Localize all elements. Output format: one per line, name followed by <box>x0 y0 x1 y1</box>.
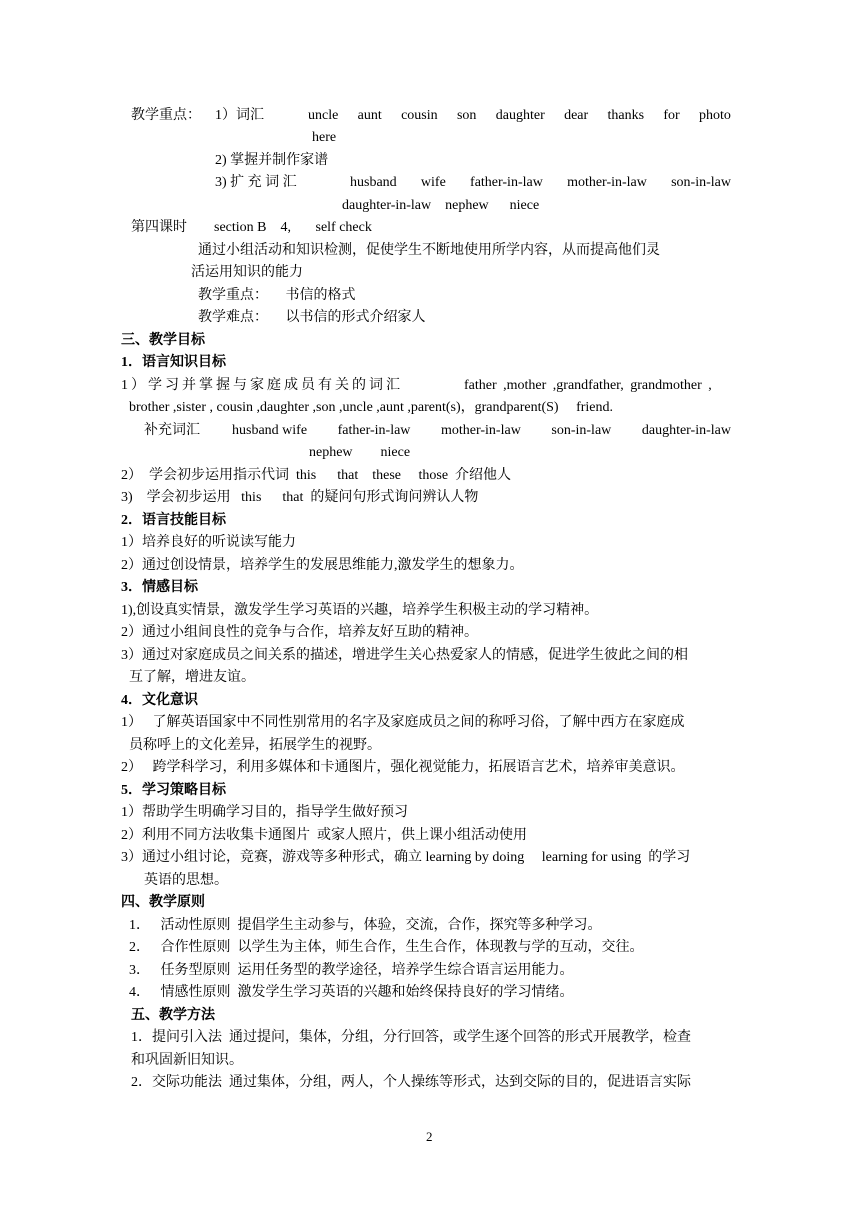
vocab-word: daughter <box>495 108 545 123</box>
vocab-word: daughter-in-law <box>641 423 731 438</box>
culture-p1-cont: 员称呼上的文化差异，拓展学生的视野。 <box>129 738 381 753</box>
principle-item: 4． 情感性原则 激发学生学习英语的兴趣和始终保持良好的学习情绪。 <box>129 985 574 1000</box>
lang-skill-heading: 2．语言技能目标 <box>121 513 226 528</box>
focus-item3-words <box>350 173 731 193</box>
focus-item3-cont: daughter-in-law nephew niece <box>342 198 540 213</box>
culture-heading: 4．文化意识 <box>121 693 198 708</box>
vocab-word: mother-in-law <box>567 175 647 190</box>
vocab-word: father-in-law <box>337 423 411 438</box>
emotion-p3: 3）通过对家庭成员之间关系的描述，增进学生关心热爱家人的情感，促进学生彼此之间的相 <box>121 648 688 663</box>
lang-knowledge-heading: 1．语言知识目标 <box>121 355 226 370</box>
section4-heading: 四、教学原则 <box>121 895 205 910</box>
method-p1-cont: 和巩固新旧知识。 <box>131 1053 243 1068</box>
lesson4-section: section B 4, self check <box>214 220 372 235</box>
emotion-p1: 1),创设真实情景，激发学生学习英语的兴趣，培养学生积极主动的学习精神。 <box>121 603 599 618</box>
focus-item1-label: 1）词汇 <box>215 108 264 123</box>
lesson4-desc-cont: 活运用知识的能力 <box>191 265 303 280</box>
vocab-word: mother-in-law <box>441 423 521 438</box>
vocab-word: son-in-law <box>551 423 612 438</box>
lang-knowledge-p3: 3) 学会初步运用 this that 的疑问句形式询问辨认人物 <box>121 490 479 505</box>
lesson4-difficulty: 教学难点： 以书信的形式介绍家人 <box>198 310 426 325</box>
vocab-word: son-in-law <box>671 175 731 190</box>
emotion-heading: 3．情感目标 <box>121 580 198 595</box>
vocab-word: thanks <box>607 108 645 123</box>
focus-label: 教学重点： <box>131 108 201 123</box>
lang-skill-p1: 1）培养良好的听说读写能力 <box>121 535 296 550</box>
strategy-p3: 3）通过小组讨论，竞赛，游戏等多种形式，确立 learning by doing learning for using 的学习 <box>121 850 691 865</box>
vocab-word: husband wife <box>232 423 308 438</box>
focus-item3-label: 3) 扩 充 词 汇 <box>215 175 297 190</box>
focus-item1-cont: here <box>312 130 337 145</box>
strategy-heading: 5．学习策略目标 <box>121 783 226 798</box>
principle-item: 3． 任务型原则 运用任务型的教学途径，培养学生综合语言运用能力。 <box>129 963 574 978</box>
vocab-word: dear <box>564 108 589 123</box>
page-number: 2 <box>426 1129 433 1144</box>
vocab-word: son <box>456 108 477 123</box>
strategy-p2: 2）利用不同方法收集卡通图片 或家人照片，供上课小组活动使用 <box>121 828 527 843</box>
method-p1: 1．提问引入法 通过提问，集体，分组，分行回答，或学生逐个回答的形式开展教学，检查 <box>131 1030 691 1045</box>
strategy-p3-cont: 英语的思想。 <box>144 873 228 888</box>
strategy-p1: 1）帮助学生明确学习目的，指导学生做好预习 <box>121 805 408 820</box>
lang-skill-p2: 2）通过创设情景，培养学生的发展思维能力,激发学生的想象力。 <box>121 558 524 573</box>
vocab-word: aunt <box>357 108 382 123</box>
vocab-word: husband <box>350 175 397 190</box>
principle-item: 2． 合作性原则 以学生为主体，师生合作，生生合作，体现教与学的互动，交往。 <box>129 940 644 955</box>
lang-knowledge-p2: 2） 学会初步运用指示代词 this that these those 介绍他人 <box>121 468 512 483</box>
lesson4-label: 第四课时 <box>131 220 187 235</box>
lesson4-focus: 教学重点： 书信的格式 <box>198 288 356 303</box>
vocab-word: wife <box>420 175 446 190</box>
focus-item2: 2) 掌握并制作家谱 <box>215 153 329 168</box>
supp-vocab-cont: nephew niece <box>309 445 411 460</box>
vocab-word: father-in-law <box>470 175 543 190</box>
vocab-word: for <box>663 108 680 123</box>
lang-knowledge-p1-cont: brother ,sister , cousin ,daughter ,son ,uncle ,aunt ,parent(s)，grandparent(S) friend. <box>129 400 614 415</box>
vocab-word: photo <box>699 108 731 123</box>
emotion-p3-cont: 互了解，增进友谊。 <box>129 670 255 685</box>
vocab-word: cousin <box>401 108 438 123</box>
supp-vocab-words <box>232 421 731 441</box>
section5-heading: 五、教学方法 <box>131 1008 215 1023</box>
emotion-p2: 2）通过小组间良性的竞争与合作，培养友好互助的精神。 <box>121 625 478 640</box>
focus-item1-words <box>308 106 731 126</box>
section3-heading: 三、教学目标 <box>121 333 205 348</box>
lesson4-desc: 通过小组活动和知识检测，促使学生不断地使用所学内容，从而提高他们灵 <box>198 243 660 258</box>
culture-p2: 2） 跨学科学习，利用多媒体和卡通图片，强化视觉能力，拓展语言艺术，培养审美意识。 <box>121 760 685 775</box>
lang-knowledge-p1-en: father ,mother ,grandfather, grandmother , <box>464 378 712 393</box>
principle-item: 1． 活动性原则 提倡学生主动参与，体验，交流，合作，探究等多种学习。 <box>129 918 602 933</box>
lang-knowledge-p1: 1）学习并掌握与家庭成员有关的词汇 <box>121 378 403 393</box>
method-p2: 2．交际功能法 通过集体，分组，两人，个人操练等形式，达到交际的目的，促进语言实际 <box>131 1075 691 1090</box>
culture-p1: 1） 了解英语国家中不同性别常用的名字及家庭成员之间的称呼习俗，了解中西方在家庭成 <box>121 715 685 730</box>
vocab-word: uncle <box>308 108 339 123</box>
supp-vocab-label: 补充词汇 <box>144 423 200 438</box>
